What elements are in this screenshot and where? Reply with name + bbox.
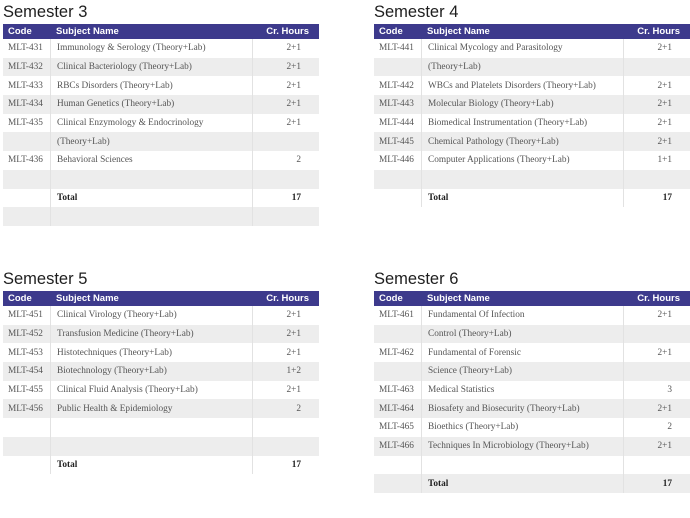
table-row [3,151,319,170]
subject-name: Biomedical Instrumentation (Theory+Lab) [421,114,623,133]
credit-hours: 2+1 [252,343,319,362]
course-code: MLT-445 [379,136,414,147]
total-row [3,456,319,475]
subject-name: Total [421,474,623,493]
table-row [3,39,319,58]
credit-hours: 2+1 [252,58,319,77]
credit-hours: 2+1 [623,437,690,456]
table-row [3,418,319,437]
course-code: MLT-443 [379,99,414,110]
course-code: MLT-452 [8,329,43,340]
subject-name: Science (Theory+Lab) [421,362,623,381]
credit-hours: 2+1 [252,39,319,58]
table-row [374,343,690,362]
table-row [374,381,690,400]
header-subject: Subject Name [427,293,490,304]
course-code: MLT-466 [379,441,414,452]
subject-name: Immunology & Serology (Theory+Lab) [50,39,252,58]
table-row [374,39,690,58]
credit-hours [252,207,319,226]
course-code: MLT-433 [8,80,43,91]
subject-name: Total [50,189,252,208]
table-row [374,306,690,325]
credit-hours [623,362,690,381]
credit-hours: 2+1 [623,114,690,133]
course-code [374,170,421,189]
subject-name: Bioethics (Theory+Lab) [421,418,623,437]
course-code [374,58,421,77]
semester-3-section [3,2,319,226]
course-code: MLT-463 [379,385,414,396]
subject-name: RBCs Disorders (Theory+Lab) [50,76,252,95]
table-row [374,456,690,475]
table-row [3,381,319,400]
subject-name: Clinical Fluid Analysis (Theory+Lab) [50,381,252,400]
subject-name: Public Health & Epidemiology [50,399,252,418]
header-code: Code [379,26,403,37]
header-subject: Subject Name [56,26,119,37]
course-code: MLT-462 [379,347,414,358]
table-header [3,291,319,306]
credit-hours: 17 [252,456,319,475]
table-row [3,207,319,226]
credit-hours: 2+1 [252,306,319,325]
course-code: MLT-455 [8,385,43,396]
subject-name: Biotechnology (Theory+Lab) [50,362,252,381]
course-code: MLT-464 [379,403,414,414]
course-code: MLT-446 [379,155,414,166]
credit-hours [252,418,319,437]
course-code: MLT-444 [379,118,414,129]
credit-hours: 3 [623,381,690,400]
credit-hours: 17 [623,189,690,208]
subject-name: Chemical Pathology (Theory+Lab) [421,132,623,151]
credit-hours: 1+2 [252,362,319,381]
subject-name: Histotechniques (Theory+Lab) [50,343,252,362]
subject-name: (Theory+Lab) [50,132,252,151]
table-row [374,437,690,456]
course-code: MLT-434 [8,99,43,110]
table-row [3,306,319,325]
semester-title: Semester 4 [374,3,459,21]
subject-name: Transfusion Medicine (Theory+Lab) [50,325,252,344]
subject-name: Fundamental of Forensic [421,343,623,362]
table-row [374,58,690,77]
total-row [374,189,690,208]
header-code: Code [8,293,32,304]
subject-name: Behavioral Sciences [50,151,252,170]
semester-5-section [3,269,319,474]
subject-name [421,170,623,189]
course-code [3,132,50,151]
course-code: MLT-451 [8,310,43,321]
credit-hours: 2+1 [623,343,690,362]
subject-name: Total [50,456,252,475]
header-hours: Cr. Hours [266,293,309,304]
table-row [3,399,319,418]
course-code: MLT-432 [8,62,43,73]
table-row [374,151,690,170]
course-code [374,474,421,493]
subject-name: Computer Applications (Theory+Lab) [421,151,623,170]
course-code [3,189,50,208]
table-row [3,437,319,456]
table-row [374,132,690,151]
credit-hours: 2+1 [623,95,690,114]
table-row [3,132,319,151]
table-row [3,325,319,344]
table-row [3,76,319,95]
table-row [374,399,690,418]
course-code: MLT-461 [379,310,414,321]
credit-hours: 2 [252,399,319,418]
course-code [374,456,421,475]
credit-hours [252,170,319,189]
header-code: Code [379,293,403,304]
course-code [374,189,421,208]
credit-hours [623,170,690,189]
credit-hours: 1+1 [623,151,690,170]
credit-hours: 2+1 [623,399,690,418]
course-code [3,418,50,437]
subject-name: WBCs and Platelets Disorders (Theory+Lab) [421,76,623,95]
header-hours: Cr. Hours [266,26,309,37]
course-code: MLT-441 [379,43,414,54]
total-row [3,189,319,208]
credit-hours: 2+1 [623,39,690,58]
credit-hours: 17 [252,189,319,208]
table-row [3,343,319,362]
subject-name [50,437,252,456]
header-code: Code [8,26,32,37]
credit-hours: 2+1 [252,381,319,400]
credit-hours: 2+1 [252,76,319,95]
course-code [3,207,50,226]
subject-name: Molecular Biology (Theory+Lab) [421,95,623,114]
table-row [374,418,690,437]
table-row [374,170,690,189]
subject-name [421,456,623,475]
course-code: MLT-435 [8,118,43,129]
credit-hours: 2+1 [252,114,319,133]
semester-4-section [374,2,690,207]
semester-6-section [374,269,690,493]
course-code: MLT-436 [8,155,43,166]
course-code: MLT-453 [8,347,43,358]
table-row [374,76,690,95]
table-header [374,291,690,306]
table-row [3,95,319,114]
subject-name [50,418,252,437]
course-code: MLT-465 [379,422,414,433]
table-header [3,24,319,39]
semester-title: Semester 3 [3,3,88,21]
table-row [3,170,319,189]
course-code: MLT-431 [8,43,43,54]
credit-hours [252,437,319,456]
header-hours: Cr. Hours [637,293,680,304]
header-subject: Subject Name [427,26,490,37]
credit-hours: 2 [252,151,319,170]
credit-hours: 2+1 [623,76,690,95]
table-row [3,362,319,381]
table-row [3,58,319,77]
credit-hours [623,58,690,77]
subject-name: Clinical Enzymology & Endocrinology [50,114,252,133]
course-code: MLT-442 [379,80,414,91]
header-hours: Cr. Hours [637,26,680,37]
subject-name: Clinical Virology (Theory+Lab) [50,306,252,325]
subject-name: Techniques In Microbiology (Theory+Lab) [421,437,623,456]
semester-title: Semester 5 [3,270,88,288]
subject-name: (Theory+Lab) [421,58,623,77]
credit-hours: 2+1 [252,325,319,344]
course-code [374,325,421,344]
subject-name [50,207,252,226]
table-row [374,95,690,114]
credit-hours [623,325,690,344]
subject-name: Biosafety and Biosecurity (Theory+Lab) [421,399,623,418]
credit-hours: 2+1 [623,306,690,325]
table-row [374,325,690,344]
table-row [3,114,319,133]
table-header [374,24,690,39]
subject-name [50,170,252,189]
credit-hours [252,132,319,151]
course-code [3,437,50,456]
header-subject: Subject Name [56,293,119,304]
subject-name: Fundamental Of Infection [421,306,623,325]
course-code [3,456,50,475]
subject-name: Clinical Bacteriology (Theory+Lab) [50,58,252,77]
total-row [374,474,690,493]
subject-name: Clinical Mycology and Parasitology [421,39,623,58]
semester-title: Semester 6 [374,270,459,288]
course-code: MLT-454 [8,366,43,377]
credit-hours: 2+1 [252,95,319,114]
credit-hours: 2+1 [623,132,690,151]
credit-hours: 17 [623,474,690,493]
subject-name: Control (Theory+Lab) [421,325,623,344]
subject-name: Human Genetics (Theory+Lab) [50,95,252,114]
credit-hours: 2 [623,418,690,437]
course-code [374,362,421,381]
subject-name: Total [421,189,623,208]
credit-hours [623,456,690,475]
table-row [374,114,690,133]
table-row [374,362,690,381]
course-code [3,170,50,189]
course-code: MLT-456 [8,403,43,414]
subject-name: Medical Statistics [421,381,623,400]
